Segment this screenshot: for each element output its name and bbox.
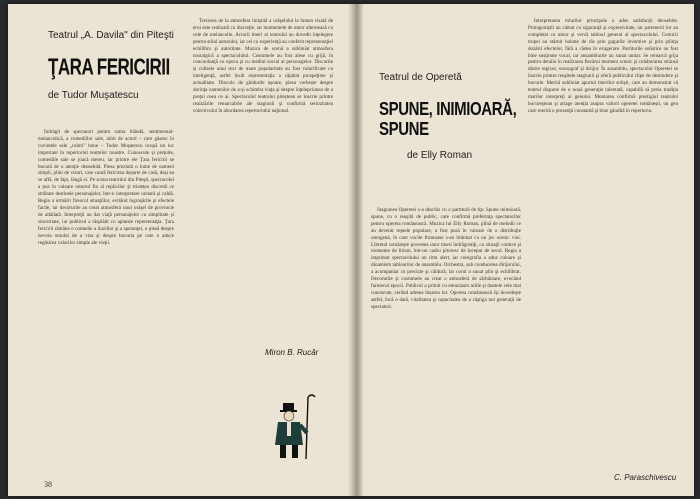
left-theater-name: Teatrul „A. Davila" din Piteşti bbox=[48, 30, 174, 41]
right-column-1 bbox=[371, 207, 521, 491]
left-page-number: 38 bbox=[44, 480, 52, 489]
right-theater-name: Teatrul de Operetă bbox=[379, 72, 462, 83]
man-with-cane-illustration bbox=[256, 389, 326, 461]
magazine-spread bbox=[8, 4, 694, 496]
left-play-title: ŢARA FERICIRII bbox=[48, 54, 170, 80]
left-column-1-text: Îndrăgit de spectatori pentru satira blândă, sentimental-melancolică, a comediilor sale, iubit de actori – care găsesc în cuvintele sale „roluri" bune – Tudor Muşatescu ocupă un loc important în repertoriul teatrelor noastre. Cunoscute şi preţuite, comediile sale se joacă mereu, iar printre ele Ţara fericirii se bucură de o atenţie deosebită. Piesa prezintă o lume de oameni simpli, plini de visuri, care caută fericirea departe de casă, deşi ea se află, de fapt, lângă ei. Pe scena teatrului din Piteşti, spectacolul a pus în valoare umorul fin al replicilor şi tristeţea discretă ce străbate destinele personajelor, într-o interpretare unitară şi caldă. Regia a urmărit firescul situaţiilor, evitând îngroşările şi efectele facile, iar decorurile au creat atmosfera unui orăşel de provincie de altădată. Interpreţii au dat viaţă personajelor cu simplitate şi sinceritate, iar publicul a răsplătit cu aplauze reprezentaţia. Ţara fericirii rămâne o comedie a iluziilor şi a speranţei, o piesă despre nevoia omului de a visa şi despre bucuria pe care o aduce regăsirea valorilor simple ale vieţii. bbox=[38, 129, 174, 246]
left-article-heading bbox=[48, 30, 178, 101]
left-column-2 bbox=[193, 18, 333, 250]
right-column-2-text: Interpretarea rolurilor principale a adus satisfacţii deosebite. Protagoniştii au cântat cu siguranţă şi expresivitate, iar partenerii lor au completat cu umor şi vervă tabloul general al spectacolului. Comicii trupei au stârnit hohote de râs prin gagurile inventive şi prin ştiinţa dozării efectelor, fără a cădea în exagerare. Partiturile solistice au fost bine susţinute vocal, iar ansamblurile au sunat unitar. Se remarcă grija pentru detaliu în realizarea fiecărui moment scenic şi colaborarea strânsă dintre regizor, scenograf şi dirijor. În ansamblu, spectacolul Operetei se înscrie printre reuşitele stagiunii şi oferă publicului clipe de destindere şi bucurie. Merită subliniat aportul tinerilor solişti, care au demonstrat că teatrul dispune de o nouă generaţie talentată, capabilă să preia tradiţia marilor interpreţi ai genului. Montarea confirmă prestigiul teatrului bucureştean şi atrage atenţia asupra valorii operetei româneşti, un gen care merită o prezenţă constantă şi bine gândită în repertoriu. bbox=[528, 18, 678, 114]
page-gutter bbox=[348, 4, 364, 496]
left-signature: Miron B. Rucăr bbox=[265, 348, 319, 357]
left-play-author: de Tudor Muşatescu bbox=[48, 90, 139, 101]
right-signature: C. Paraschivescu bbox=[614, 473, 677, 482]
right-play-title: SPUNE, INIMIOARĂ, SPUNE bbox=[379, 98, 517, 140]
right-column-1-text: Stagiunea Operetei s-a deschis cu o partitură de tip: Spune inimioară, spune, cu o reuşită de public, care confirmă preferinţa spectatorilor pentru opereta românească. Muzica lui Elly Roman, plină de melodii ce au devenit repede populare, a fost pusă în valoare de o distribuţie omogenă, în care vocile frumoase s-au îmbinat cu un joc scenic vioi. Libretul urmăreşte povestea unor tineri îndrăgostiţi, cu situaţii comice şi momente de lirism, într-un cadru pitoresc de început de secol. Regia a imprimat spectacolului un ritm alert, iar coregrafia a adus culoare şi dinamism tablourilor de ansamblu. Orchestra, sub conducerea dirijorului, a acompaniat cu precizie şi căldură, iar corul a sunat plin şi echilibrat. Decorurile şi costumele au creat o atmosferă de sărbătoare, evocând farmecul epocii. Publicul a primit cu entuziasm ariile şi duetele cele mai cunoscute, cerând adesea bisarea lor. Opereta românească îşi dovedeşte astfel, încă o dată, vitalitatea şi capacitatea de a câştiga noi generaţii de spectatori. bbox=[371, 207, 521, 310]
left-column-1 bbox=[38, 129, 174, 491]
right-play-author: de Elly Roman bbox=[407, 150, 473, 161]
left-column-2-text: Trecerea de la atmosfera liniştită a orăşelului la lumea visată de eroi este realizată cu discreţie, iar momentele de umor alternează cu cele de melancolie. Actorii tineri ai teatrului au dovedit înţelegere pentru stilul autorului, iar cei cu experienţă au conferit reprezentaţiei echilibru şi autoritate. Muzica de scenă a subliniat atmosfera nostalgică a spectacolului. Costumele au fost alese cu grijă, în concordanţă cu epoca şi cu mediul social al personajelor. Discurile şi culisele unui text de mare popularitate au fost valorificate cu inteligenţă, astfel încât reprezentaţia a căpătat prospeţime şi actualitate. Dincolo de ghidurile uşoare, piesa vorbeşte despre dorinţa oamenilor de a-şi schimba viaţa şi despre înţelepciunea de a preţui ceea ce ai. Spectacolul teatrului piteştean se înscrie printre realizările remarcabile ale stagiunii şi confirmă seriozitatea colectivului în abordarea repertoriului naţional. bbox=[193, 18, 333, 114]
right-column-2 bbox=[528, 18, 678, 458]
